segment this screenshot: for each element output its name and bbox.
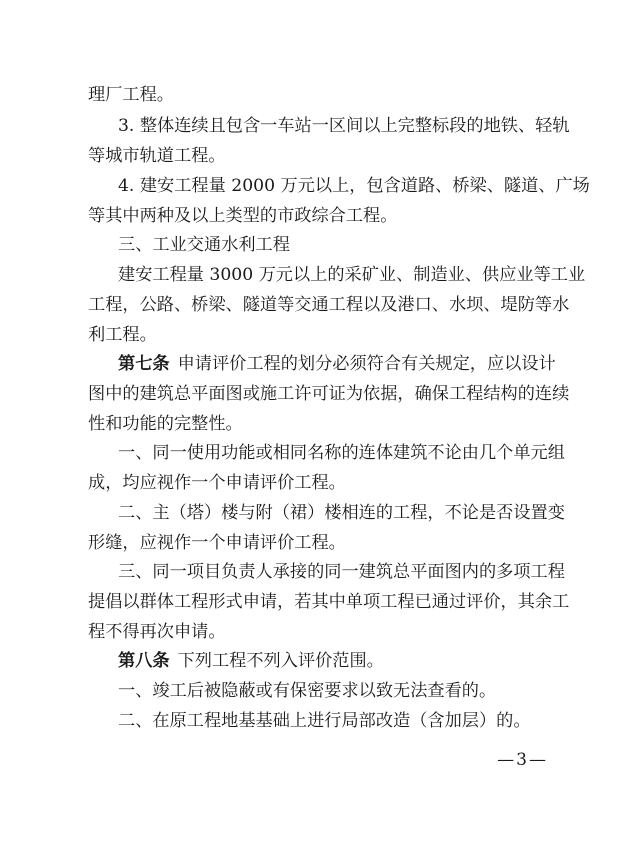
text-line: 理厂工程。	[88, 85, 174, 105]
article-text: 下列工程不列入评价范围。	[177, 651, 384, 671]
article-eight-line	[118, 647, 552, 676]
text-line: 利工程。	[88, 325, 157, 345]
text-line: 提倡以群体工程形式申请，若其中单项工程已通过评价，其余工	[88, 592, 570, 612]
article-label: 第七条	[118, 354, 170, 374]
article-seven-line	[118, 350, 556, 379]
article-text: 申请评价工程的划分必须符合有关规定，应以设计	[177, 354, 556, 374]
text-line: 成，均应视作一个申请评价工程。	[88, 473, 346, 493]
page-number-value: 3	[516, 750, 527, 770]
article-label: 第八条	[118, 651, 170, 671]
text-line: 形缝，应视作一个申请评价工程。	[88, 533, 346, 553]
page-number-dash-left: —	[497, 750, 515, 770]
text-line: 建安工程量 3000 万元以上的采矿业、制造业、供应业等工业	[118, 265, 586, 285]
text-line: 3. 整体连续且包含一车站一区间以上完整标段的地铁、轻轨	[118, 116, 570, 136]
text-line: 性和功能的完整性。	[88, 414, 243, 434]
text-line: 等其中两种及以上类型的市政综合工程。	[88, 206, 398, 226]
text-line: 一、同一使用功能或相同名称的连体建筑不论由几个单元组	[118, 443, 565, 463]
page-number	[495, 750, 548, 770]
text-line: 二、在原工程地基基础上进行局部改造（含加层）的。	[118, 711, 531, 731]
text-line: 程不得再次申请。	[88, 622, 226, 642]
section-heading: 三、工业交通水利工程	[118, 235, 290, 255]
text-line: 二、主（塔）楼与附（裙）楼相连的工程，不论是否设置变	[118, 503, 565, 523]
text-line: 工程，公路、桥梁、隧道等交通工程以及港口、水坝、堤防等水	[88, 295, 570, 315]
text-line: 一、竣工后被隐蔽或有保密要求以致无法查看的。	[118, 681, 497, 701]
text-line: 图中的建筑总平面图或施工许可证为依据，确保工程结构的连续	[88, 384, 570, 404]
text-line: 等城市轨道工程。	[88, 146, 226, 166]
text-line: 三、同一项目负责人承接的同一建筑总平面图内的多项工程	[118, 562, 565, 582]
text-line: 4. 建安工程量 2000 万元以上，包含道路、桥梁、隧道、广场	[118, 176, 590, 196]
page-number-dash-right: —	[529, 750, 546, 770]
